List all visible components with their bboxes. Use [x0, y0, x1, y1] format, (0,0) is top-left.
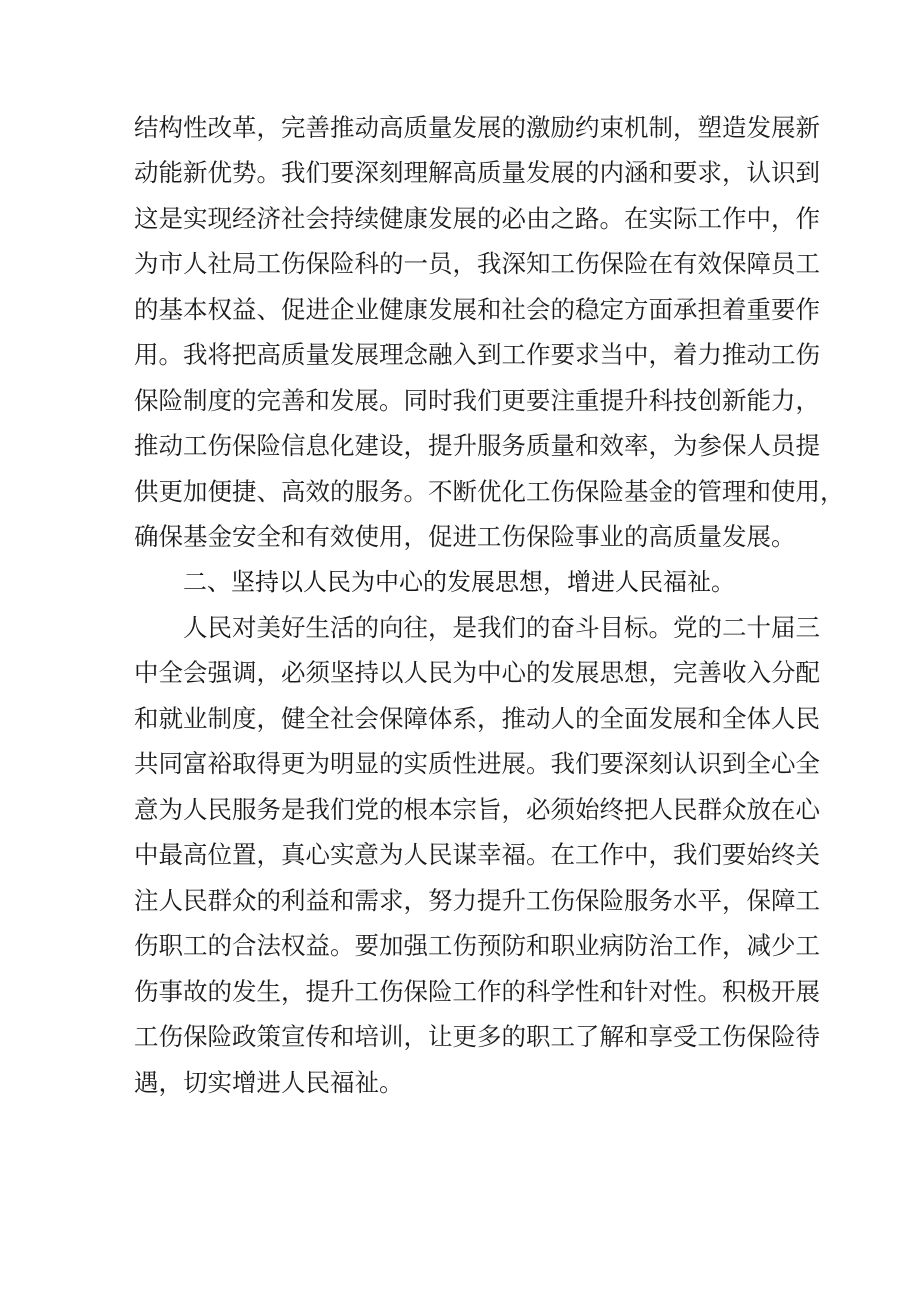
- paragraph-line: 为市人社局工伤保险科的一员，我深知工伤保险在有效保障员工: [134, 249, 820, 278]
- paragraph-line: 工伤保险政策宣传和培训，让更多的职工了解和享受工伤保险待: [134, 1022, 820, 1051]
- paragraph-line: 动能新优势。我们要深刻理解高质量发展的内涵和要求，认识到: [134, 158, 820, 187]
- paragraph-line: 结构性改革，完善推动高质量发展的激励约束机制，塑造发展新: [134, 113, 820, 142]
- paragraph-line: 中全会强调，必须坚持以人民为中心的发展思想，完善收入分配: [134, 658, 820, 687]
- paragraph-line: 这是实现经济社会持续健康发展的必由之路。在实际工作中，作: [134, 204, 820, 233]
- paragraph-line: 的基本权益、促进企业健康发展和社会的稳定方面承担着重要作: [134, 295, 820, 324]
- paragraph-line: 伤职工的合法权益。要加强工伤预防和职业病防治工作，减少工: [134, 931, 820, 960]
- paragraph-line: 确保基金安全和有效使用，促进工伤保险事业的高质量发展。: [134, 522, 796, 551]
- paragraph-line: 用。我将把高质量发展理念融入到工作要求当中，着力推动工伤: [134, 340, 820, 369]
- paragraph-line: 遇，切实增进人民福祉。: [134, 1068, 404, 1097]
- section-heading: 二、坚持以人民为中心的发展思想，增进人民福祉。: [183, 568, 735, 596]
- paragraph-line: 供更加便捷、高效的服务。不断优化工伤保险基金的管理和使用，: [134, 477, 845, 506]
- paragraph-line: 人民对美好生活的向往，是我们的奋斗目标。党的二十届三: [183, 613, 820, 642]
- paragraph-line: 共同富裕取得更为明显的实质性进展。我们要深刻认识到全心全: [134, 749, 820, 778]
- paragraph-line: 意为人民服务是我们党的根本宗旨，必须始终把人民群众放在心: [134, 795, 820, 824]
- paragraph-line: 推动工伤保险信息化建设，提升服务质量和效率，为参保人员提: [134, 431, 820, 460]
- paragraph-line: 和就业制度，健全社会保障体系，推动人的全面发展和全体人民: [134, 704, 820, 733]
- paragraph-line: 中最高位置，真心实意为人民谋幸福。在工作中，我们要始终关: [134, 840, 820, 869]
- paragraph-line: 注人民群众的利益和需求，努力提升工伤保险服务水平，保障工: [134, 886, 820, 915]
- paragraph-line: 伤事故的发生，提升工伤保险工作的科学性和针对性。积极开展: [134, 977, 820, 1006]
- paragraph-line: 保险制度的完善和发展。同时我们更要注重提升科技创新能力，: [134, 386, 820, 415]
